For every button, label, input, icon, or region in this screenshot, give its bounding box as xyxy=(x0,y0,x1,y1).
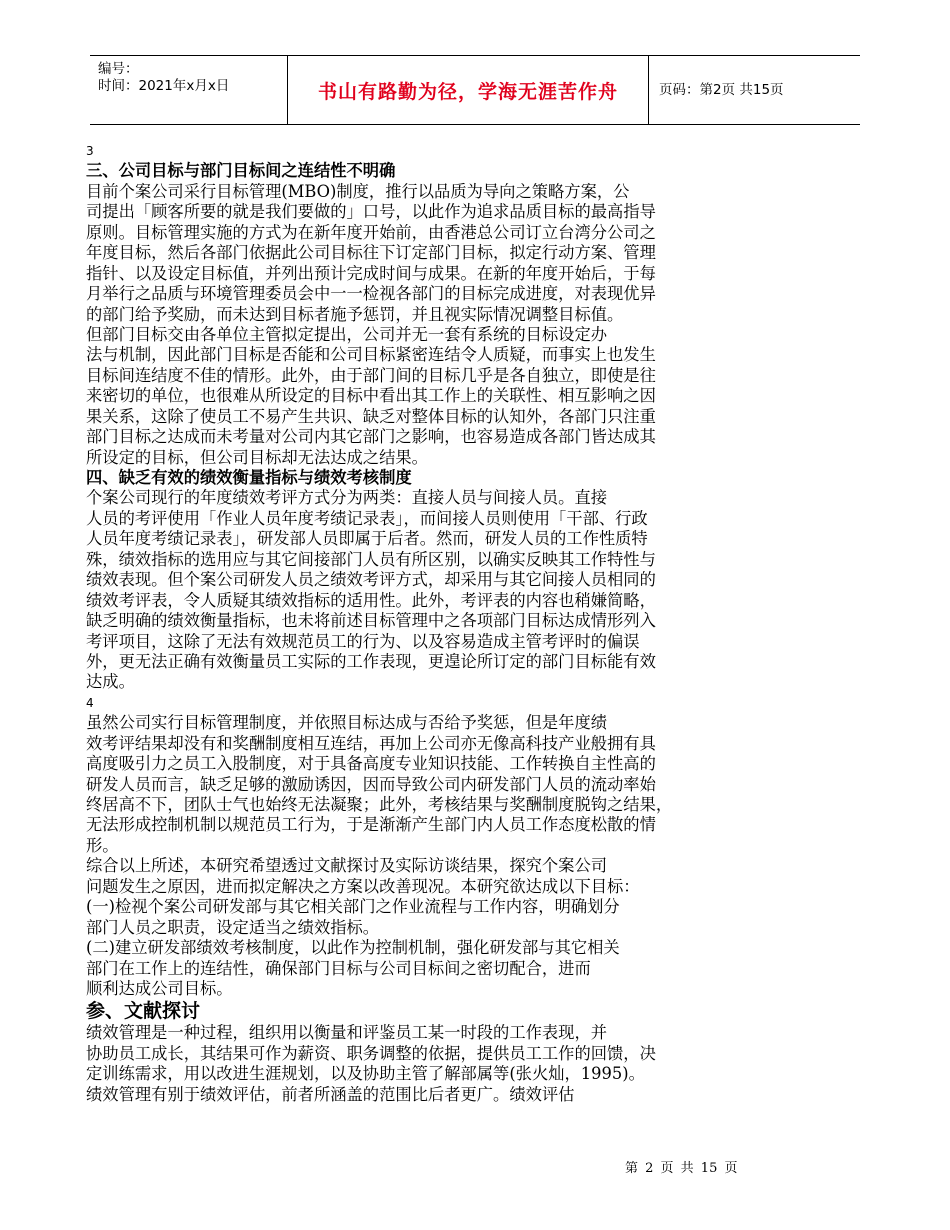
header-motto-cell xyxy=(287,56,649,124)
text-line: 目前个案公司采行目标管理(MBO)制度，推行以品质为导向之策略方案，公 xyxy=(86,181,630,201)
text-line: 考评项目，这除了无法有效规范员工的行为、以及容易造成主管考评时的偏误 xyxy=(86,631,640,651)
section-heading: 三、公司目标与部门目标间之连结性不明确 xyxy=(86,161,396,181)
text-line: 效考评结果却没有和奖酬制度相互连结，再加上公司亦无像高科技产业般拥有具 xyxy=(86,733,656,753)
text-line: 顺利达成公司目标。 xyxy=(86,978,233,998)
text-line: 缺乏明确的绩效衡量指标，也未将前述目标管理中之各项部门目标达成情形列入 xyxy=(86,611,656,631)
text-line: 司提出「顾客所要的就是我们要做的」口号，以此作为追求品质目标的最高指导 xyxy=(86,202,656,222)
header-page-cell xyxy=(649,56,860,124)
text-line: (一)检视个案公司研发部与其它相关部门之作业流程与工作内容，明确划分 xyxy=(86,897,620,917)
text-line: 原则。目标管理实施的方式为在新年度开始前，由香港总公司订立台湾分公司之 xyxy=(86,222,656,242)
text-line: 定训练需求，用以改进生涯规划，以及协助主管了解部属等(张火灿，1995)。 xyxy=(86,1064,645,1084)
document-number-label: 编号： xyxy=(98,61,139,77)
text-line: 个案公司现行的年度绩效考评方式分为两类：直接人员与间接人员。直接 xyxy=(86,488,608,508)
page-header xyxy=(90,55,860,125)
document-date: 时间：2021年x月x日 xyxy=(98,78,230,94)
text-line: 协助员工成长，其结果可作为薪资、职务调整的依据，提供员工工作的回馈，决 xyxy=(86,1043,656,1063)
text-line: 部门人员之职责，设定适当之绩效指标。 xyxy=(86,917,380,937)
text-line: 终居高不下，团队士气也始终无法凝聚；此外，考核结果与奖酬制度脱钩之结果， xyxy=(86,795,673,814)
text-line: 绩效考评表，令人质疑其绩效指标的适用性。此外，考评表的内容也稍嫌简略， xyxy=(86,590,656,610)
document-body xyxy=(86,141,856,1105)
text-line: 问题发生之原因，进而拟定解决之方案以改善现况。本研究欲达成以下目标： xyxy=(86,876,640,896)
text-line: (二)建立研发部绩效考核制度，以此作为控制机制，强化研发部与其它相关 xyxy=(86,938,620,958)
text-line: 高度吸引力之员工入股制度，对于具备高度专业知识技能、工作转换自主性高的 xyxy=(86,754,656,774)
text-line: 绩效管理是一种过程，组织用以衡量和评鉴员工某一时段的工作表现，并 xyxy=(86,1023,608,1043)
page-footer: 第 2 页 共 15 页 xyxy=(625,1161,738,1176)
header-motto: 书山有路勤为径，学海无涯苦作舟 xyxy=(317,80,618,103)
text-line: 绩效管理有别于绩效评估，前者所涵盖的范围比后者更广。绩效评估 xyxy=(86,1084,575,1104)
text-line: 来密切的单位，也很难从所设定的目标中看出其工作上的关联性、相互影响之因 xyxy=(86,386,656,406)
text-line: 人员的考评使用「作业人员年度考绩记录表」，而间接人员则使用「干部、行政 xyxy=(86,508,648,528)
section-heading: 四、缺乏有效的绩效衡量指标与绩效考核制度 xyxy=(86,468,412,487)
text-line: 但部门目标交由各单位主管拟定提出，公司并无一套有系统的目标设定办 xyxy=(86,324,608,344)
text-line: 的部门给予奖励，而未达到目标者施予惩罚，并且视实际情况调整目标值。 xyxy=(86,304,624,324)
text-line: 绩效表现。但个案公司研发人员之绩效考评方式，却采用与其它间接人员相同的 xyxy=(86,570,656,590)
text-line: 部门目标之达成而未考量对公司内其它部门之影响，也容易造成各部门皆达成其 xyxy=(86,427,656,447)
page-marker: 4 xyxy=(86,695,94,710)
text-line: 目标间连结度不佳的情形。此外，由于部门间的目标几乎是各自独立，即使是往 xyxy=(86,365,656,385)
text-line: 部门在工作上的连结性，确保部门目标与公司目标间之密切配合，进而 xyxy=(86,958,591,978)
text-line: 达成。 xyxy=(86,672,135,692)
text-line: 研发人员而言，缺乏足够的激励诱因，因而导致公司内研发部门人员的流动率始 xyxy=(86,774,656,794)
header-meta-cell xyxy=(90,56,287,124)
text-line: 年度目标，然后各部门依据此公司目标往下订定部门目标，拟定行动方案、管理 xyxy=(86,243,656,263)
text-line: 人员年度考绩记录表」，研发部人员即属于后者。然而，研发人员的工作性质特 xyxy=(86,529,648,549)
text-line: 殊，绩效指标的选用应与其它间接部门人员有所区别，以确实反映其工作特性与 xyxy=(86,549,656,569)
text-line: 法与机制，因此部门目标是否能和公司目标紧密连结令人质疑，而事实上也发生 xyxy=(86,345,656,365)
text-line: 无法形成控制机制以规范员工行为，于是渐渐产生部门内人员工作态度松散的情 xyxy=(86,815,656,835)
text-line: 所设定的目标，但公司目标却无法达成之结果。 xyxy=(86,447,428,467)
page-marker: 3 xyxy=(86,144,94,158)
text-line: 虽然公司实行目标管理制度，并依照目标达成与否给予奖惩，但是年度绩 xyxy=(86,713,608,733)
text-line: 外，更无法正确有效衡量员工实际的工作表现，更遑论所订定的部门目标能有效 xyxy=(86,651,656,671)
text-line: 综合以上所述，本研究希望透过文献探讨及实际访谈结果，探究个案公司 xyxy=(86,856,608,876)
text-line: 月举行之品质与环境管理委员会中一一检视各部门的目标完成进度，对表现优异 xyxy=(86,284,656,304)
section-heading: 参、文献探讨 xyxy=(86,1000,201,1023)
header-page-info: 页码：第2页 共15页 xyxy=(659,81,784,98)
text-line: 果关系，这除了使员工不易产生共识、缺乏对整体目标的认知外，各部门只注重 xyxy=(86,406,656,426)
text-line: 形。 xyxy=(86,835,119,855)
text-line: 指针、以及设定目标值，并列出预计完成时间与成果。在新的年度开始后，于每 xyxy=(86,263,656,283)
